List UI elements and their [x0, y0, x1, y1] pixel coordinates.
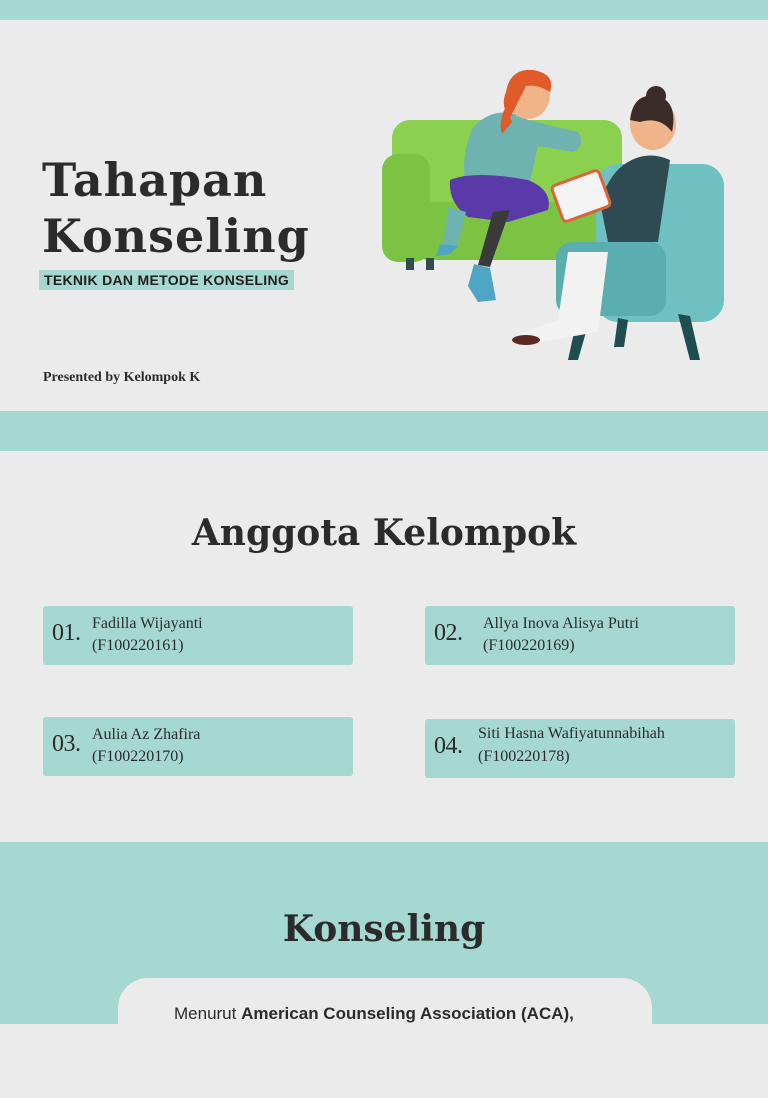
member-nim: (F100220178): [478, 748, 570, 765]
members-heading: Anggota Kelompok: [191, 512, 577, 554]
member-name: Allya Inova Alisya Putri: [483, 615, 639, 632]
member-number: 01.: [52, 620, 81, 646]
member-card: [43, 606, 353, 665]
member-number: 03.: [52, 731, 81, 757]
member-name: Fadilla Wijayanti: [92, 615, 203, 632]
member-number: 02.: [434, 620, 463, 646]
member-name: Siti Hasna Wafiyatunnabihah: [478, 725, 665, 742]
member-card: [43, 717, 353, 776]
definition-source: American Counseling Association (ACA),: [241, 1004, 574, 1023]
definition-text: [174, 1004, 574, 1024]
definition-card: [118, 978, 652, 1098]
subtitle-badge: TEKNIK DAN METODE KONSELING: [39, 270, 294, 290]
member-nim: (F100220169): [483, 637, 575, 654]
member-name: Aulia Az Zhafira: [92, 726, 201, 743]
top-band: [0, 0, 768, 20]
member-nim: (F100220170): [92, 748, 184, 765]
member-number: 04.: [434, 733, 463, 759]
title-line-1: Tahapan: [42, 153, 268, 207]
member-card: [425, 719, 735, 778]
definition-prefix: Menurut: [174, 1004, 242, 1023]
presenter-text: Presented by Kelompok K: [43, 370, 201, 385]
konseling-heading: Konseling: [282, 908, 486, 950]
section-divider-band: [0, 411, 768, 451]
counseling-illustration: [378, 62, 730, 367]
page-title: [42, 152, 310, 264]
member-nim: (F100220161): [92, 637, 184, 654]
title-line-2: Konseling: [42, 209, 310, 263]
member-card: [425, 606, 735, 665]
